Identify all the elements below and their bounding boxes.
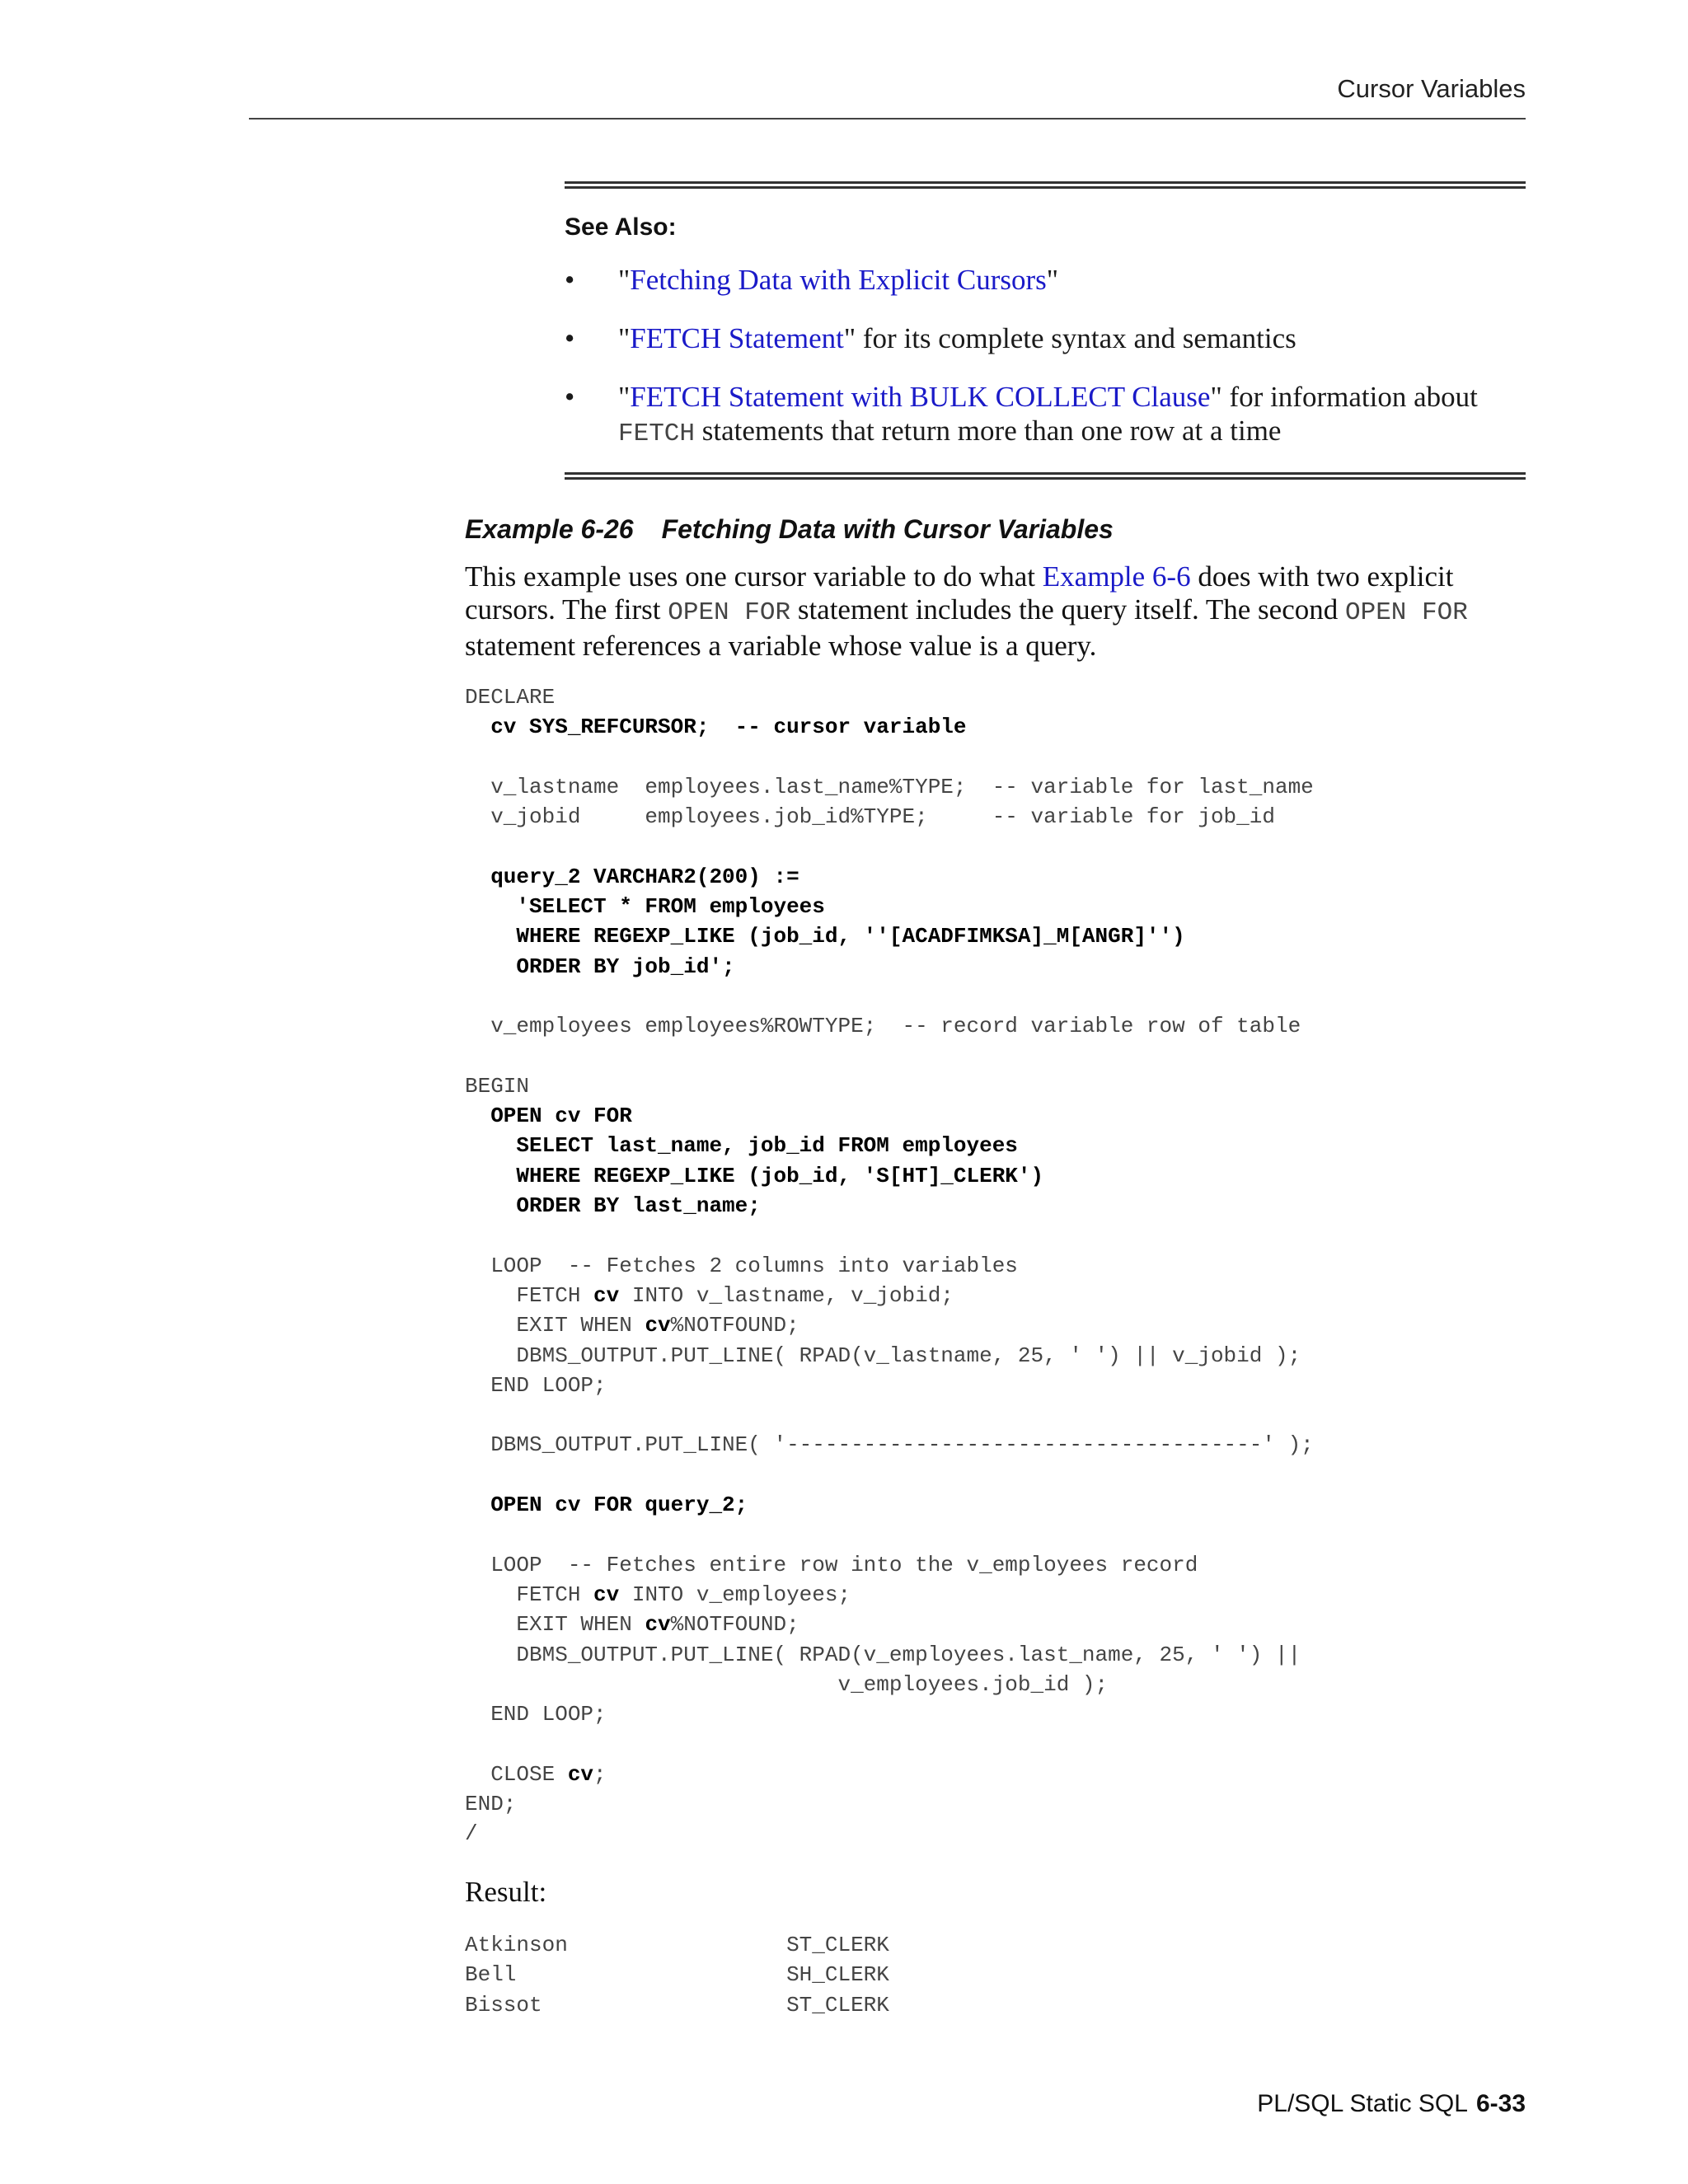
list-item: • "FETCH Statement" for its complete syntax and semantics [565,322,1296,354]
code-line: LOOP -- Fetches entire row into the v_employees record [465,1552,1198,1577]
page-number: 6-33 [1475,2090,1526,2117]
inline-code: OPEN FOR [668,598,791,627]
see-also-list [565,263,1526,451]
code-line: SELECT last_name, job_id FROM employees [465,1133,1018,1159]
code-line: DBMS_OUTPUT.PUT_LINE( RPAD(v_lastname, 25, ' ') || v_jobid ); [465,1343,1301,1368]
example-title: Fetching Data with Cursor Variables [661,514,1114,544]
code-line: END LOOP; [465,1702,607,1727]
code-line: OPEN cv FOR [465,1104,632,1129]
example-number: Example 6-26 [465,514,634,544]
code-line: ORDER BY last_name; [465,1193,761,1219]
bullet-icon: • [565,381,575,413]
bullet-icon: • [565,322,575,354]
code-line: OPEN cv FOR query_2; [465,1493,748,1518]
code-listing: DECLARE cv SYS_REFCURSOR; -- cursor variable v_lastname employees.last_name%TYPE; -- variable for last_name v_jobid employees.job_id%TYPE; -- variable for job_id query_2 VARCHAR2(200) := 'SELECT * FROM employees WHERE REGEXP_LIKE (job_id, ''[ACADFIMKSA]_M[ANGR]'') ORDER BY job_id'; v_employees employees%ROWTYPE; -- record variable row of table BEGIN OPEN cv FOR SELECT last_name, job_id FROM employees WHERE REGEXP_LIKE (job_id, 'S[HT]_CLERK') ORDER BY last_name; LOOP -- Fetches 2 columns into variables FETCH cv INTO v_lastname, v_jobid; EXIT WHEN cv%NOTFOUND; DBMS_OUTPUT.PUT_LINE( RPAD(v_lastname, 25, ' ') || v_jobid ); END LOOP; DBMS_OUTPUT.PUT_LINE( '-------------------------------------' ); OPEN cv FOR query_2; LOOP -- Fetches entire row into the v_employees record FETCH cv INTO v_employees; EXIT WHEN cv%NOTFOUND; DBMS_OUTPUT.PUT_LINE( RPAD(v_employees.last_name, 25, ' ') || v_employees.job_id ); END LOOP; CLOSE cv; END; / [465,685,1314,1847]
list-item: • "Fetching Data with Explicit Cursors" [565,264,1059,296]
code-line: DBMS_OUTPUT.PUT_LINE( RPAD(v_employees.last_name, 25, ' ') || [465,1642,1301,1667]
page-footer [1257,2090,1526,2118]
see-also-top-rule [565,181,1526,189]
code-line: LOOP -- Fetches 2 columns into variables [465,1253,1018,1278]
see-also-box [565,181,1526,480]
code-line: 'SELECT * FROM employees [465,894,825,920]
link-fetch-bulk-collect[interactable]: FETCH Statement with BULK COLLECT Clause [630,381,1211,413]
code-line: cv SYS_REFCURSOR; -- cursor variable [465,715,967,740]
code-line: DECLARE [465,685,556,710]
code-line: BEGIN [465,1073,530,1099]
list-item: • "FETCH Statement with BULK COLLECT Clause" for information about FETCH statements that return more than one row at a time [565,381,1478,448]
bullet-icon: • [565,264,575,296]
see-also-bottom-rule [565,472,1526,480]
result-row: Bell SH_CLERK [465,1962,889,1988]
link-fetch-statement[interactable]: FETCH Statement [630,322,844,354]
code-line: v_jobid employees.job_id%TYPE; -- variable for job_id [465,804,1275,830]
code-line: DBMS_OUTPUT.PUT_LINE( '-------------------------------------' ); [465,1432,1314,1458]
header-rule [249,118,1526,120]
code-line: ORDER BY job_id'; [465,954,735,979]
code-line: v_employees employees%ROWTYPE; -- record variable row of table [465,1014,1301,1039]
running-header: Cursor Variables [1337,74,1526,103]
code-line: WHERE REGEXP_LIKE (job_id, ''[ACADFIMKSA]_M[ANGR]'') [465,924,1185,949]
book-title: PL/SQL Static SQL [1257,2090,1468,2117]
code-line: query_2 VARCHAR2(200) := [465,864,799,889]
result-row: Bissot ST_CLERK [465,1992,889,2018]
result-row: Atkinson ST_CLERK [465,1933,889,1957]
code-line: / [465,1821,478,1847]
link-example-6-6[interactable]: Example 6-6 [1042,560,1191,593]
code-line: END LOOP; [465,1372,607,1398]
see-also-heading: See Also: [565,213,677,241]
inline-code: OPEN FOR [1345,598,1468,627]
code-line: v_lastname employees.last_name%TYPE; -- variable for last_name [465,774,1314,799]
link-fetching-data-explicit-cursors[interactable]: Fetching Data with Explicit Cursors [630,264,1047,296]
result-label: Result: [465,1876,547,1908]
code-line: END; [465,1791,517,1816]
code-line: WHERE REGEXP_LIKE (job_id, 'S[HT]_CLERK') [465,1163,1044,1188]
example-caption [465,514,1114,545]
code-line: v_employees.job_id ); [465,1671,1109,1697]
example-description: This example uses one cursor variable to do what Example 6-6 does with two explicit cursors. The first OPEN FOR statement includes the query itself. The second OPEN FOR statement references a variable whose value is a query. [465,560,1468,662]
inline-code: FETCH [618,419,696,448]
result-output [465,1930,889,2020]
